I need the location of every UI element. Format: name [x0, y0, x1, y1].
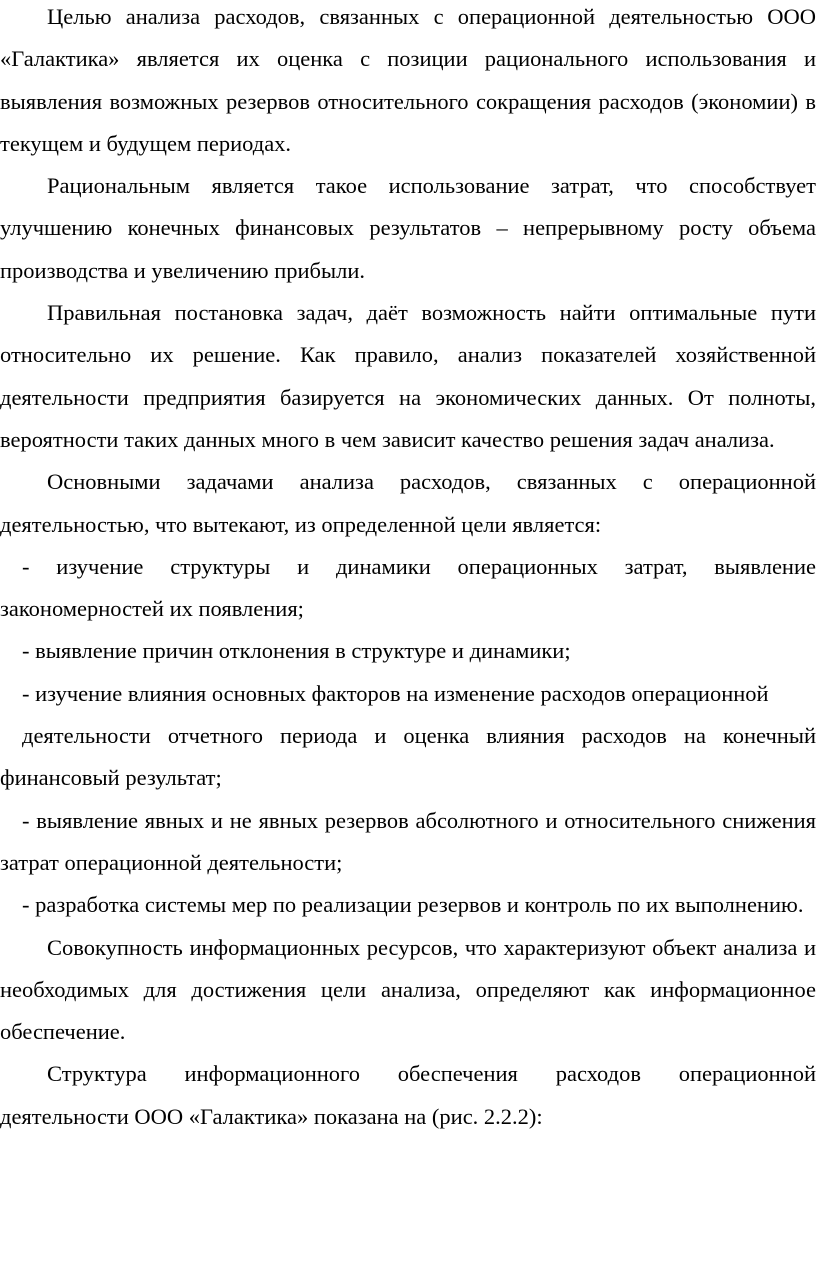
paragraph-main-tasks: Основными задачами анализа расходов, связанных с операционной деятельностью, что вытекают, из определенной цели является:	[0, 469, 816, 537]
paragraph-rational-use: Рациональным является такое использование затрат, что способствует улучшению конечных финансовых результатов – непрерывному росту объема производства и увеличению прибыли.	[0, 173, 816, 283]
paragraph-information-resources: Совокупность информационных ресурсов, что характеризуют объект анализа и необходимых для достижения цели анализа, определяют как информационное обеспечение.	[0, 934, 816, 1045]
list-item-factor-influence: - изучение влияния основных факторов на изменение расходов операционной	[22, 680, 769, 706]
list-item-reserves: - выявление явных и не явных резервов абсолютного и относительного снижения затрат операционной деятельности;	[0, 807, 816, 875]
list-item-factor-influence-continued: деятельности отчетного периода и оценка влияния расходов на конечный финансовый результат;	[0, 723, 816, 791]
paragraph-task-setting: Правильная постановка задач, даёт возможность найти оптимальные пути относительно их решение. Как правило, анализ показателей хозяйственной деятельности предприятия базируется на экономических данных. От полноты, вероятности таких данных много в чем зависит качество решения задач анализа.	[0, 300, 816, 452]
list-item-structure-dynamics: - изучение структуры и динамики операционных затрат, выявление закономерностей их появления;	[0, 553, 816, 622]
list-item-measures: - разработка системы мер по реализации резервов и контроль по их выполнению.	[22, 892, 804, 918]
paragraph-goal: Целью анализа расходов, связанных с операционной деятельностью ООО «Галактика» является их оценка с позиции рационального использования и выявления возможных резервов относительного сокращения расходов (экономии) в текущем и будущем периодах.	[0, 4, 816, 156]
paragraph-structure-figure-ref: Структура информационного обеспечения расходов операционной деятельности ООО «Галактика» показана на (рис. 2.2.2):	[0, 1061, 816, 1129]
list-item-deviation-causes: - выявление причин отклонения в структуре и динамики;	[22, 638, 571, 664]
